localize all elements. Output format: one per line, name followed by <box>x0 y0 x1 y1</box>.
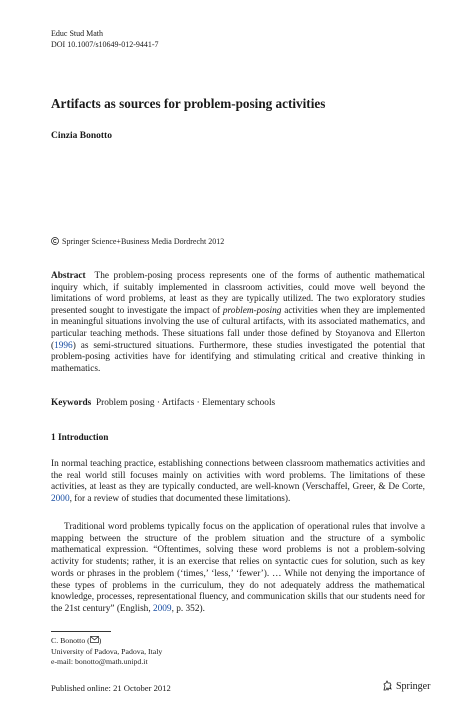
author-name: Cinzia Bonotto <box>51 131 112 141</box>
keywords <box>51 398 425 408</box>
abstract-label: Abstract <box>51 271 86 281</box>
affiliation-name <box>51 636 162 647</box>
abstract-text-2: activities when they are implemented in meaningful situations involving the use of cultural artifacts, with its associated mathematics, and particular teaching methods. These situations fall under those defined by Stoyanova and Ellerton ( <box>51 305 425 351</box>
article-title: Artifacts as sources for problem-posing activities <box>51 96 326 111</box>
footnote-divider <box>51 631 111 632</box>
copyright-text: Springer Science+Business Media Dordrecht 2012 <box>62 237 225 246</box>
affiliation <box>51 636 162 668</box>
doi: DOI 10.1007/s10649-012-9441-7 <box>51 40 159 49</box>
intro-p2-text-b: , p. 352). <box>171 603 205 614</box>
abstract-text-3: ) as semi-structured situations. Furthermore, these studies investigated the potential that problem-posing activities have for identifying and stimulating critical and creative thinking in mathematics. <box>51 340 425 374</box>
intro-paragraph-2 <box>51 522 425 616</box>
intro-paragraph-1 <box>51 459 425 506</box>
intro-p2-text-a: Traditional word problems typically focus on the application of operational rules that involve a mapping between the structure of the problem situation and the structure of a symbolic mathematical expression. “Oftentimes, solving these word problems is not a problem-solving activity for students; rather, it is an exercise that relies on syntactic cues for solution, such as key words or phrases in the problem (‘times,’ ‘less,’ ‘fewer’). … While not denying the importance of these types of problems in the curriculum, they do not adequately address the mathematical knowledge, processes, representational fluency, and communication skills that our students need for the 21st century” (English, <box>51 522 425 614</box>
keywords-label: Keywords <box>51 398 92 408</box>
affiliation-paren: ) <box>98 636 102 645</box>
mail-icon[interactable] <box>90 636 99 643</box>
springer-horse-icon <box>382 680 394 692</box>
citation-link[interactable]: 1996 <box>54 340 73 351</box>
affiliation-university: University of Padova, Padova, Italy <box>51 646 163 656</box>
section-heading: 1 Introduction <box>51 433 109 443</box>
citation-link[interactable]: 2009 <box>152 603 172 614</box>
abstract-emphasis: problem-posing <box>222 305 282 316</box>
citation-link[interactable]: 2000 <box>51 494 70 505</box>
abstract-text-1: The problem-posing process represents one of the forms of authentic mathematical inquiry which, if suitably implemented in classroom activities, could move well beyond the limitations of word problems, at least as they are typically utilized. The two exploratory studies presented sought to investigate the impact of <box>51 271 426 316</box>
affiliation-author: C. Bonotto ( <box>51 636 90 645</box>
journal-name: Educ Stud Math <box>51 29 103 38</box>
journal-header <box>51 28 159 50</box>
intro-p1-text-a: In normal teaching practice, establishing connections between classroom mathematics activities and the real world still focuses mainly on activities with word problems. The limitations of these activities, at least as they are typically conducted, are well-known (Verschaffel, Greer, & De Corte, <box>51 459 425 493</box>
affiliation-email[interactable]: e-mail: bonotto@math.unipd.it <box>51 657 148 666</box>
copyright-line <box>51 237 224 246</box>
publisher-name: Springer <box>396 680 431 692</box>
copyright-icon <box>51 237 59 245</box>
keywords-text: Problem posing · Artifacts · Elementary schools <box>95 398 276 408</box>
publisher-logo <box>382 680 430 692</box>
published-date: Published online: 21 October 2012 <box>51 683 171 693</box>
abstract <box>51 271 425 375</box>
intro-p1-text-b: , for a review of studies that documented these limitations). <box>69 494 291 505</box>
